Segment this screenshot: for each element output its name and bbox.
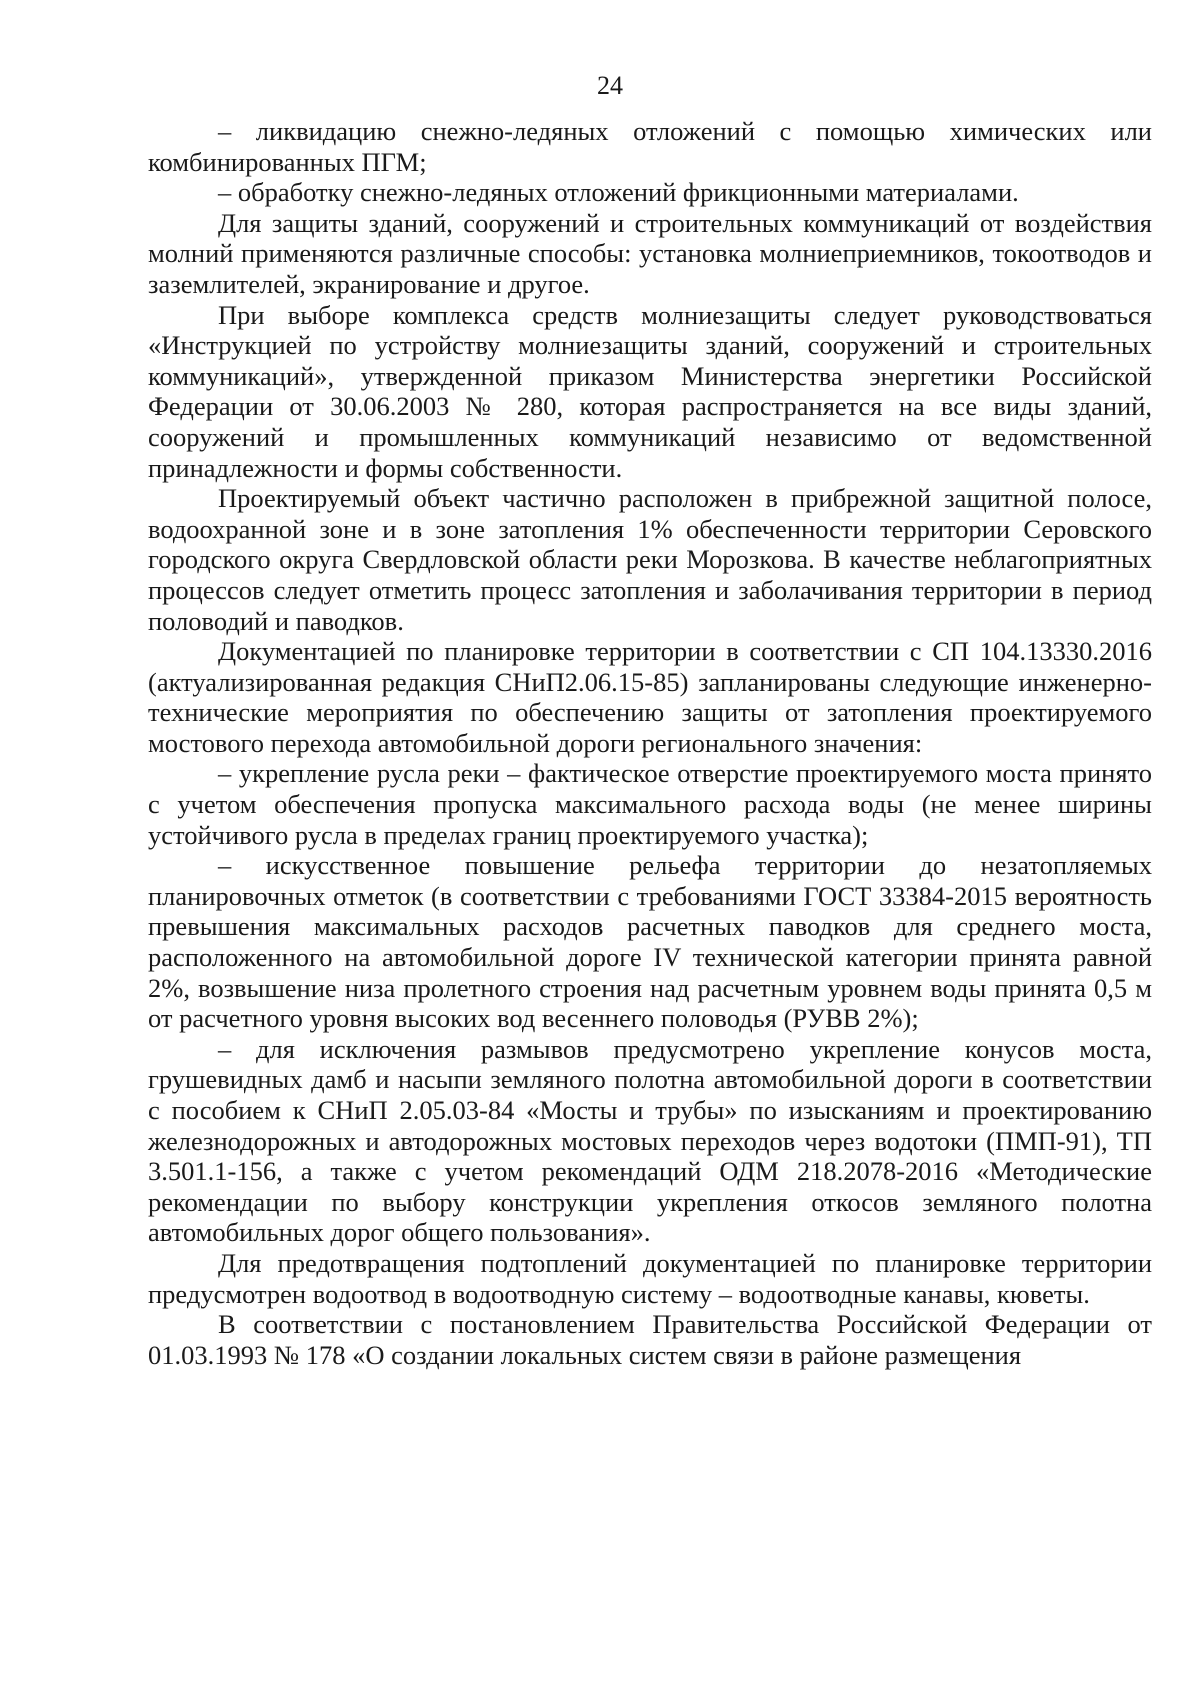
paragraph-government-decree: В соответствии с постановлением Правительства Российской Федерации от 01.03.1993 № 178 «О создании локальных систем связи в районе размещения bbox=[148, 1309, 1152, 1370]
paragraph-drainage: Для предотвращения подтоплений документацией по планировке территории предусмотрен водоотвод в водоотводную систему – водоотводные канавы, кюветы. bbox=[148, 1247, 1152, 1309]
list-item-riverbed-reinforcement: – укрепление русла реки – фактическое отверстие проектируемого моста принято с учетом обеспечения пропуска максимального расхода воды (не менее ширины устойчивого русла в пределах границ проектируемого участка); bbox=[148, 758, 1152, 850]
list-item-friction-materials: – обработку снежно-ледяных отложений фрикционными материалами. bbox=[218, 177, 1019, 208]
list-item-terrain-raising: – искусственное повышение рельефа территории до незатопляемых планировочных отметок (в соответствии с требованиями ГОСТ 33384-2015 вероятность превышения максимальных расходов расчетных паводков для среднего моста, расположенного на автомобильной дороге IV технической категории принята равной 2%, возвышение низа пролетного строения над расчетным уровнем воды принята 0,5 м от расчетного уровня высоких вод весеннего половодья (РУВВ 2%); bbox=[148, 850, 1152, 1034]
paragraph-lightning-protection-methods: Для защиты зданий, сооружений и строительных коммуникаций от воздействия молний применяются различные способы: установка молниеприемников, токоотводов и заземлителей, экранирование и другое. bbox=[148, 207, 1152, 299]
list-item-erosion-prevention: – для исключения размывов предусмотрено укрепление конусов моста, грушевидных дамб и насыпи земляного полотна автомобильной дороги в соответствии с пособием к СНиП 2.05.03-84 «Мосты и трубы» по изысканиям и проектированию железнодорожных и автодорожных мостовых переходов через водотоки (ПМП-91), ТП 3.501.1-156, а также с учетом рекомендаций ОДМ 218.2078-2016 «Методические рекомендации по выбору конструкции укрепления откосов земляного полотна автомобильных дорог общего пользования». bbox=[148, 1033, 1152, 1248]
document-body bbox=[148, 116, 1152, 1370]
paragraph-flood-zone: Проектируемый объект частично расположен в прибрежной защитной полосе, водоохранной зоне и в зоне затопления 1% обеспеченности территории Серовского городского округа Свердловской области реки Морозкова. В качестве неблагоприятных процессов следует отметить процесс затопления и заболачивания территории в период половодий и паводков. bbox=[148, 483, 1152, 636]
paragraph-planned-measures: Документацией по планировке территории в соответствии с СП 104.13330.2016 (актуализированная редакция СНиП2.06.15-85) запланированы следующие инженерно-технические мероприятия по обеспечению защиты от затопления проектируемого мостового перехода автомобильной дороги регионального значения: bbox=[148, 636, 1152, 758]
paragraph-lightning-instruction: При выборе комплекса средств молниезащиты следует руководствоваться «Инструкцией по устройству молниезащиты зданий, сооружений и строительных коммуникаций», утвержденной приказом Министерства энергетики Российской Федерации от 30.06.2003 № 280, которая распространяется на все виды зданий, сооружений и промышленных коммуникаций независимо от ведомственной принадлежности и формы собственности. bbox=[148, 299, 1152, 483]
list-item-deicing-chemical: – ликвидацию снежно-ледяных отложений с помощью химических или комбинированных ПГМ; bbox=[148, 116, 1152, 177]
page-number: 24 bbox=[597, 71, 623, 100]
